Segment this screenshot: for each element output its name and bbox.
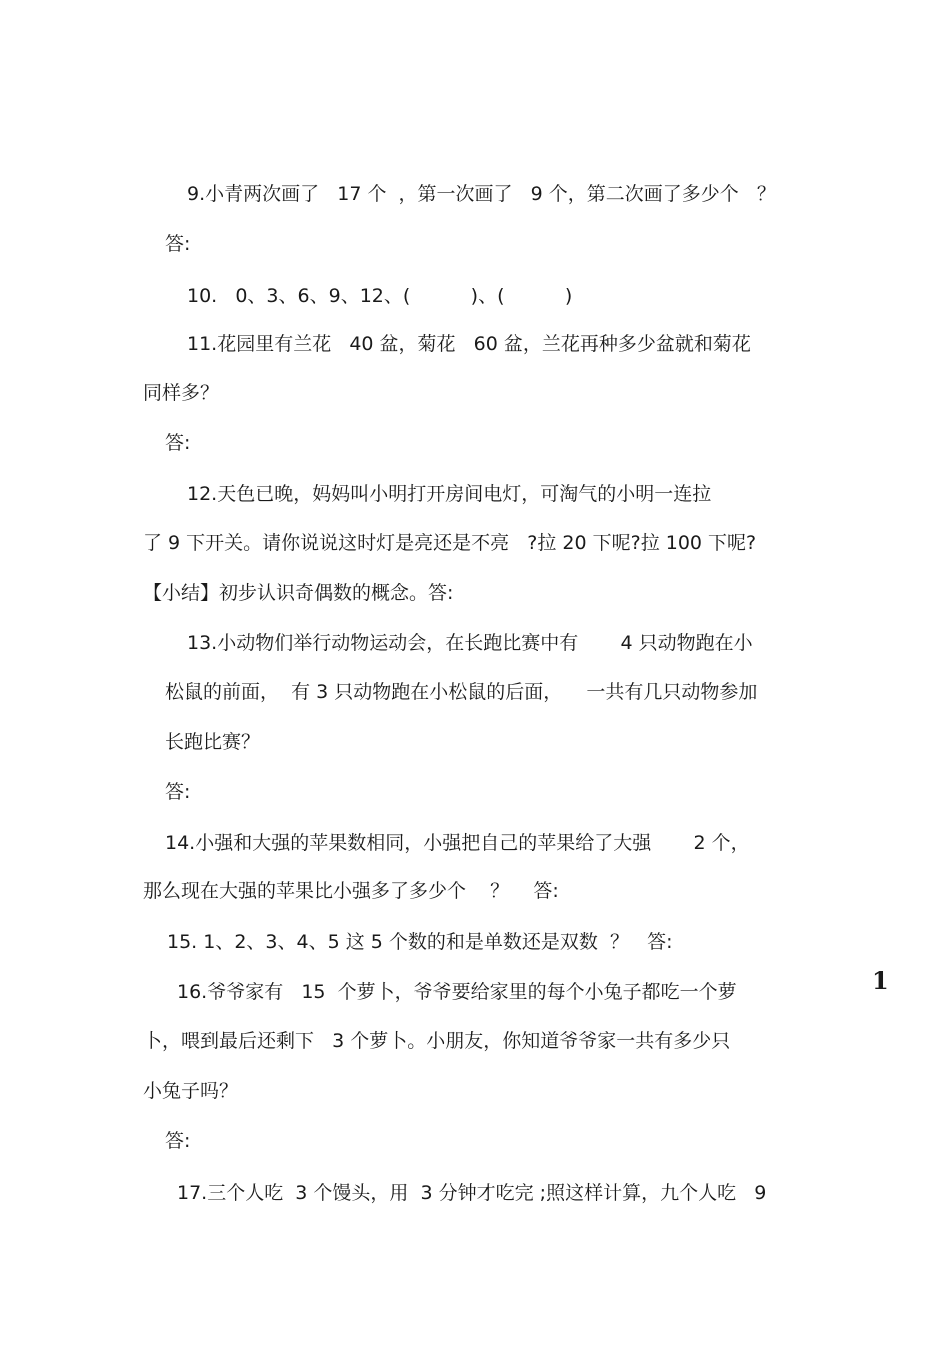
page-number: 1 xyxy=(872,966,889,995)
q9-answer-label: 答: xyxy=(165,233,191,255)
q12-line-1: 12.天色已晚，妈妈叫小明打开房间电灯，可淘气的小明一连拉 xyxy=(187,483,712,505)
q16-line-3: 小兔子吗？ xyxy=(143,1080,239,1102)
q13-answer-label: 答: xyxy=(165,781,191,803)
q13-line-2: 松鼠的前面， 有 3 只动物跑在小松鼠的后面， 一共有几只动物参加 xyxy=(165,681,758,703)
q15-line: 15. 1、2、3、4、5 这 5 个数的和是单数还是双数 ？ 答: xyxy=(167,931,673,953)
q16-answer-label: 答: xyxy=(165,1130,191,1152)
q13-line-1: 13.小动物们举行动物运动会，在长跑比赛中有 4 只动物跑在小 xyxy=(187,632,753,654)
q11-answer-label: 答: xyxy=(165,432,191,454)
q12-summary-line: 【小结】初步认识奇偶数的概念。答: xyxy=(143,582,454,604)
q13-line-3: 长跑比赛？ xyxy=(165,731,261,753)
q17-line-1: 17.三个人吃 3 个馒头，用 3 分钟才吃完 ;照这样计算，九个人吃 9 xyxy=(177,1182,767,1204)
q14-line-2: 那么现在大强的苹果比小强多了多少个 ？ 答: xyxy=(143,880,559,902)
q10-line: 10. 0、3、6、9、12、( )、( ) xyxy=(187,285,573,307)
q12-line-2: 了 9 下开关。请你说说这时灯是亮还是不亮 ?拉 20 下呢?拉 100 下呢? xyxy=(143,532,757,554)
q16-line-2: 卜，喂到最后还剩下 3 个萝卜。小朋友，你知道爷爷家一共有多少只 xyxy=(143,1030,731,1052)
q11-line-2: 同样多？ xyxy=(143,382,220,404)
q9-line: 9.小青两次画了 17 个 ，第一次画了 9 个，第二次画了多少个 ？ xyxy=(187,183,776,205)
q11-line-1: 11.花园里有兰花 40 盆，菊花 60 盆，兰花再种多少盆就和菊花 xyxy=(187,333,751,355)
q16-line-1: 16.爷爷家有 15 个萝卜，爷爷要给家里的每个小兔子都吃一个萝 xyxy=(177,981,737,1003)
q14-line-1: 14.小强和大强的苹果数相同，小强把自己的苹果给了大强 2 个， xyxy=(165,832,750,854)
